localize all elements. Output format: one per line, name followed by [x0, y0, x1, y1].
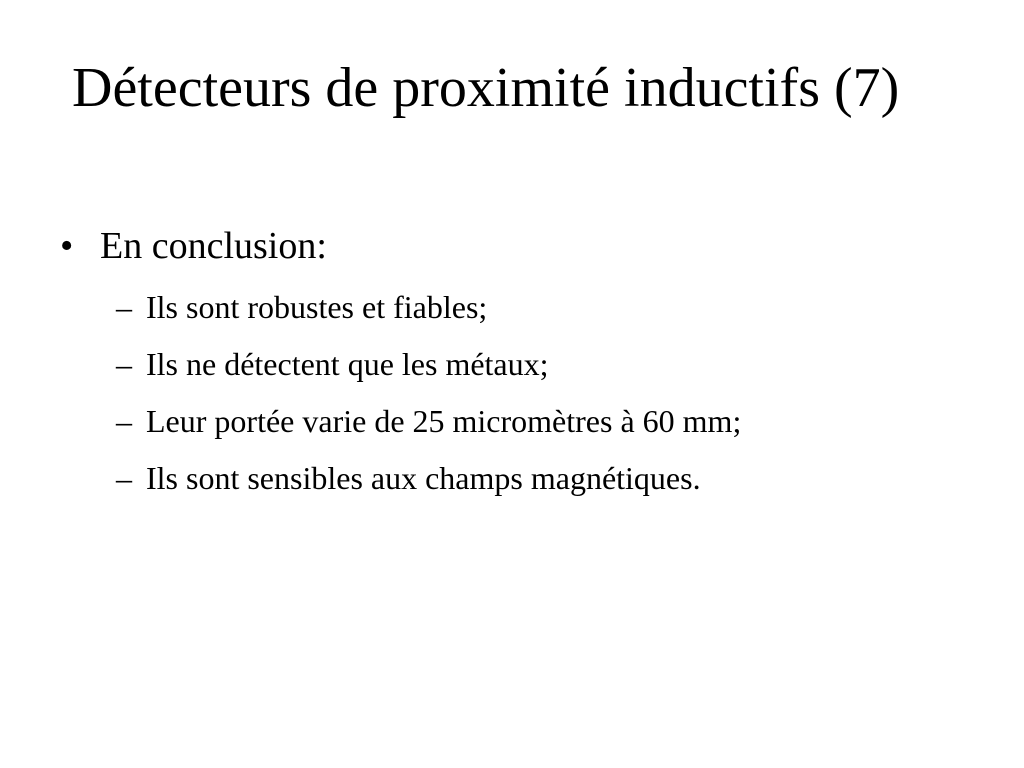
bullet-symbol: •	[60, 225, 74, 267]
sub-bullet-item	[116, 345, 1000, 383]
sub-bullet-item	[116, 288, 1000, 326]
sub-bullet-item	[116, 459, 1000, 497]
main-bullet-item	[60, 224, 1000, 272]
sub-bullet-text: Ils sont robustes et fiables;	[146, 289, 488, 325]
sub-bullet-text: Ils sont sensibles aux champs magnétiques.	[146, 460, 701, 496]
sub-bullet-list	[60, 288, 1000, 497]
dash-symbol: –	[116, 460, 132, 496]
sub-bullet-text: Leur portée varie de 25 micromètres à 60 mm;	[146, 403, 742, 439]
sub-bullet-item	[116, 402, 1000, 440]
slide-content	[60, 224, 1000, 516]
dash-symbol: –	[116, 346, 132, 382]
dash-symbol: –	[116, 289, 132, 325]
dash-symbol: –	[116, 403, 132, 439]
sub-bullet-text: Ils ne détectent que les métaux;	[146, 346, 549, 382]
main-bullet-text: En conclusion:	[100, 225, 327, 267]
slide-title: Détecteurs de proximité inductifs (7)	[72, 57, 900, 119]
